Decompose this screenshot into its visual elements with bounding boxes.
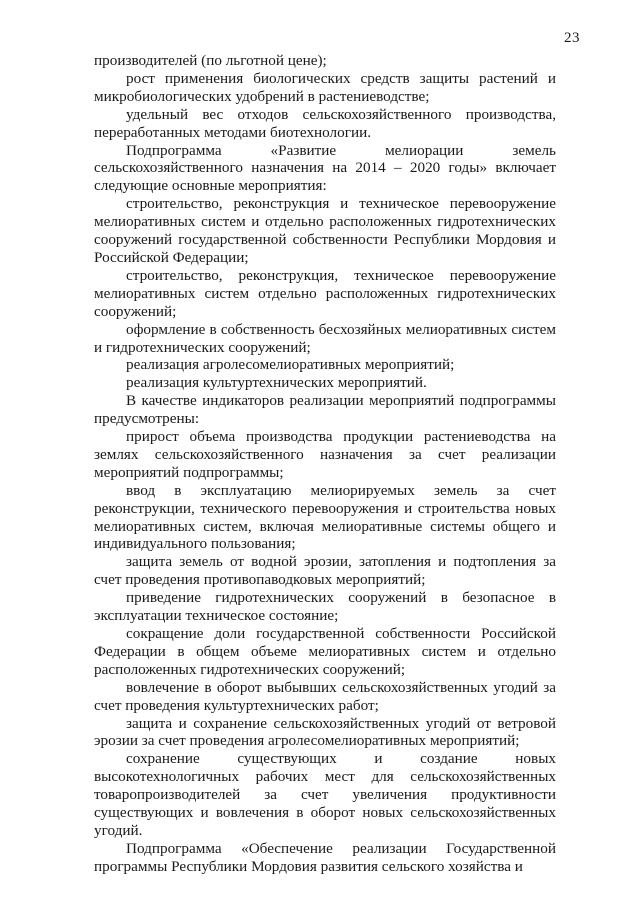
paragraph: ввод в эксплуатацию мелиорируемых земель за счет реконструкции, технического перевооружения и строительства новых мелиоративных систем, включая мелиоративные системы общего и индивидуального пользования; — [94, 481, 556, 553]
paragraph: удельный вес отходов сельскохозяйственного производства, переработанных методами биотехнологии. — [94, 105, 556, 141]
document-body — [94, 52, 556, 876]
paragraph: производителей (по льготной цене); — [94, 52, 327, 69]
paragraph: реализация культуртехнических мероприятий. — [126, 374, 427, 392]
paragraph: В качестве индикаторов реализации мероприятий подпрограммы предусмотрены: — [94, 392, 556, 428]
paragraph: приведение гидротехнических сооружений в безопасное в эксплуатации техническое состояние; — [94, 589, 556, 625]
paragraph: рост применения биологических средств защиты растений и микробиологических удобрений в растениеводстве; — [94, 69, 556, 105]
paragraph: реализация агролесомелиоративных мероприятий; — [126, 356, 455, 374]
paragraph: защита и сохранение сельскохозяйственных угодий от ветровой эрозии за счет проведения агролесомелиоративных мероприятий; — [94, 714, 556, 750]
paragraph: оформление в собственность бесхозяйных мелиоративных систем и гидротехнических сооружений; — [94, 320, 556, 356]
paragraph: Подпрограмма «Обеспечение реализации Государственной программы Республики Мордовия развития сельского хозяйства и — [94, 839, 556, 875]
paragraph: строительство, реконструкция, техническое перевооружение мелиоративных систем отдельно расположенных гидротехнических сооружений; — [94, 266, 556, 320]
paragraph: Подпрограмма «Развитие мелиорации земель сельскохозяйственного назначения на 2014 – 2020 годы» включает следующие основные мероприятия: — [94, 141, 556, 195]
paragraph: сокращение доли государственной собственности Российской Федерации в общем объеме мелиоративных систем и отдельно расположенных гидротехнических сооружений; — [94, 625, 556, 678]
paragraph: строительство, реконструкция и техническое перевооружение мелиоративных систем и отдельно расположенных гидротехнических сооружений государственной собственности Республики Мордовия и Российской Федерации; — [94, 195, 556, 266]
paragraph: прирост объема производства продукции растениеводства на землях сельскохозяйственного назначения за счет реализации мероприятий подпрограммы; — [94, 428, 556, 481]
paragraph: сохранение существующих и создание новых высокотехнологичных рабочих мест для сельскохозяйственных товаропроизводителей за счет увеличения продуктивности существующих и вовлечения в оборот новых сельскохозяйственных угодий. — [94, 750, 556, 839]
paragraph: вовлечение в оборот выбывших сельскохозяйственных угодий за счет проведения культуртехнических работ; — [94, 678, 556, 714]
page-number: 23 — [564, 30, 580, 46]
paragraph: защита земель от водной эрозии, затопления и подтопления за счет проведения противопаводковых мероприятий; — [94, 553, 556, 589]
